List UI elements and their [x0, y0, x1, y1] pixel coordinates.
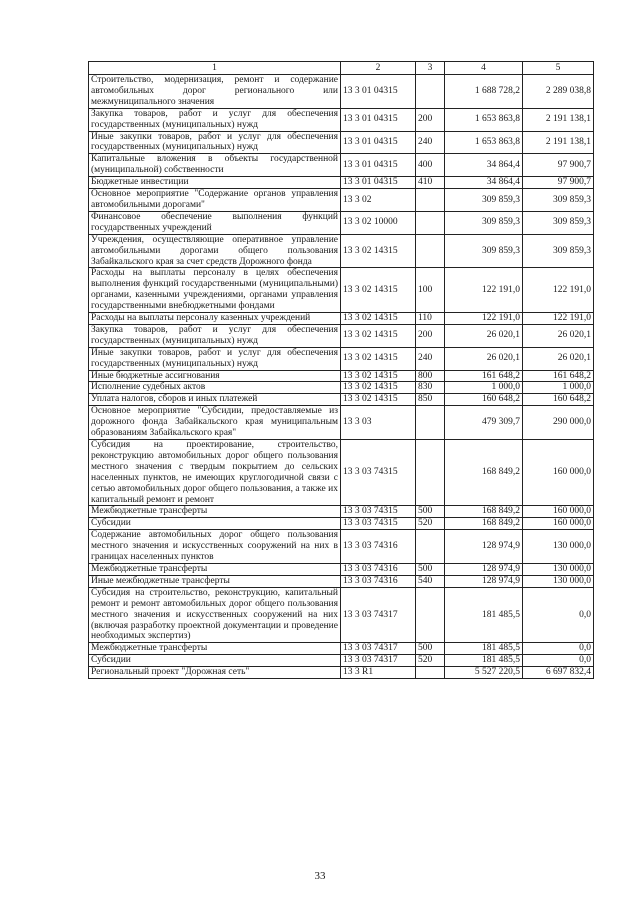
row-name: Основное мероприятие "Субсидии, предоставляемые из дорожного фонда Забайкальского края муниципальным образованиям Забайкальского края" — [89, 406, 341, 440]
expense-type-code — [416, 234, 445, 268]
table-row — [89, 530, 594, 564]
program-code: 13 3 03 74317 — [341, 587, 416, 643]
program-code: 13 3 03 74317 — [341, 643, 416, 655]
amount-year-1: 161 648,2 — [445, 370, 523, 382]
table-row — [89, 382, 594, 394]
row-name: Закупка товаров, работ и услуг для обеспечения государственных (муниципальных) нужд — [89, 108, 341, 131]
expense-type-code: 200 — [416, 108, 445, 131]
table-row — [89, 234, 594, 268]
row-name: Иные бюджетные ассигнования — [89, 370, 341, 382]
table-row — [89, 563, 594, 575]
row-name: Субсидии — [89, 518, 341, 530]
table-row — [89, 324, 594, 347]
expense-type-code: 100 — [416, 268, 445, 313]
row-name: Закупка товаров, работ и услуг для обеспечения государственных (муниципальных) нужд — [89, 324, 341, 347]
budget-table — [88, 61, 594, 679]
expense-type-code: 800 — [416, 370, 445, 382]
row-name: Субсидия на строительство, реконструкцию, капитальный ремонт и ремонт автомобильных дорог общего пользования местного значения и искусственных сооружений на них (включая разработку проектной документации и проведение необходимых экспертиз) — [89, 587, 341, 643]
row-name: Учреждения, осуществляющие оперативное управление автомобильными дорогами общего пользования Забайкальского края за счет средств Дорожного фонда — [89, 234, 341, 268]
amount-year-1: 1 653 863,8 — [445, 108, 523, 131]
amount-year-1: 122 191,0 — [445, 313, 523, 325]
expense-type-code — [416, 667, 445, 679]
program-code: 13 3 01 04315 — [341, 131, 416, 154]
amount-year-2: 2 289 038,8 — [523, 75, 594, 109]
expense-type-code: 240 — [416, 131, 445, 154]
amount-year-2: 0,0 — [523, 643, 594, 655]
program-code: 13 3 02 14315 — [341, 370, 416, 382]
row-name: Финансовое обеспечение выполнения функций государственных учреждений — [89, 211, 341, 234]
program-code: 13 3 03 74315 — [341, 440, 416, 506]
program-code: 13 3 01 04315 — [341, 108, 416, 131]
table-row — [89, 347, 594, 370]
amount-year-2: 130 000,0 — [523, 530, 594, 564]
table-row — [89, 440, 594, 506]
amount-year-1: 1 688 728,2 — [445, 75, 523, 109]
program-code: 13 3 03 74316 — [341, 530, 416, 564]
amount-year-1: 181 485,5 — [445, 643, 523, 655]
program-code: 13 3 02 10000 — [341, 211, 416, 234]
table-row — [89, 189, 594, 212]
amount-year-2: 97 900,7 — [523, 177, 594, 189]
amount-year-2: 0,0 — [523, 587, 594, 643]
row-name: Строительство, модернизация, ремонт и содержание автомобильных дорог регионального или межмуниципального значения — [89, 75, 341, 109]
amount-year-2: 160 000,0 — [523, 518, 594, 530]
amount-year-1: 168 849,2 — [445, 506, 523, 518]
table-row — [89, 131, 594, 154]
expense-type-code — [416, 440, 445, 506]
program-code: 13 3 02 14315 — [341, 324, 416, 347]
row-name: Иные закупки товаров, работ и услуг для обеспечения государственных (муниципальных) нужд — [89, 347, 341, 370]
column-header: 4 — [445, 62, 523, 75]
table-row — [89, 154, 594, 177]
program-code: 13 3 02 14315 — [341, 347, 416, 370]
program-code: 13 3 03 — [341, 406, 416, 440]
expense-type-code: 200 — [416, 324, 445, 347]
amount-year-1: 128 974,9 — [445, 563, 523, 575]
expense-type-code: 240 — [416, 347, 445, 370]
amount-year-1: 34 864,4 — [445, 154, 523, 177]
column-header: 1 — [89, 62, 341, 75]
row-name: Исполнение судебных актов — [89, 382, 341, 394]
program-code: 13 3 02 14315 — [341, 382, 416, 394]
row-name: Бюджетные инвестиции — [89, 177, 341, 189]
amount-year-1: 1 000,0 — [445, 382, 523, 394]
amount-year-1: 479 309,7 — [445, 406, 523, 440]
table-body — [89, 75, 594, 679]
expense-type-code — [416, 530, 445, 564]
page-number: 33 — [314, 870, 326, 882]
amount-year-2: 309 859,3 — [523, 211, 594, 234]
amount-year-1: 309 859,3 — [445, 211, 523, 234]
row-name: Капитальные вложения в объекты государственной (муниципальной) собственности — [89, 154, 341, 177]
expense-type-code: 500 — [416, 506, 445, 518]
row-name: Уплата налогов, сборов и иных платежей — [89, 394, 341, 406]
amount-year-1: 181 485,5 — [445, 655, 523, 667]
row-name: Субсидия на проектирование, строительство, реконструкцию автомобильных дорог общего пользования местного значения с твердым покрытием до сельских населенных пунктов, не имеющих круглогодичной связи с сетью автомобильных дорог общего пользования, а также их капитальный ремонт и ремонт — [89, 440, 341, 506]
table-row — [89, 370, 594, 382]
amount-year-2: 2 191 138,1 — [523, 108, 594, 131]
expense-type-code — [416, 406, 445, 440]
program-code: 13 3 02 14315 — [341, 394, 416, 406]
table-row — [89, 313, 594, 325]
expense-type-code: 500 — [416, 563, 445, 575]
amount-year-2: 97 900,7 — [523, 154, 594, 177]
row-name: Расходы на выплаты персоналу в целях обеспечения выполнения функций государственными (муниципальными) органами, казенными учреждениями, органами управления государственными внебюджетными фондами — [89, 268, 341, 313]
row-name: Основное мероприятие "Содержание органов управления автомобильными дорогами" — [89, 189, 341, 212]
amount-year-1: 128 974,9 — [445, 575, 523, 587]
expense-type-code: 500 — [416, 643, 445, 655]
program-code: 13 3 R1 — [341, 667, 416, 679]
program-code: 13 3 03 74316 — [341, 575, 416, 587]
row-name: Иные межбюджетные трансферты — [89, 575, 341, 587]
program-code: 13 3 03 74315 — [341, 506, 416, 518]
amount-year-2: 290 000,0 — [523, 406, 594, 440]
expense-type-code: 830 — [416, 382, 445, 394]
amount-year-1: 1 653 863,8 — [445, 131, 523, 154]
table-row — [89, 587, 594, 643]
program-code: 13 3 02 — [341, 189, 416, 212]
table-row — [89, 575, 594, 587]
program-code: 13 3 02 14315 — [341, 268, 416, 313]
amount-year-2: 130 000,0 — [523, 575, 594, 587]
program-code: 13 3 03 74315 — [341, 518, 416, 530]
expense-type-code — [416, 587, 445, 643]
program-code: 13 3 03 74316 — [341, 563, 416, 575]
row-name: Межбюджетные трансферты — [89, 643, 341, 655]
table-row — [89, 667, 594, 679]
program-code: 13 3 01 04315 — [341, 154, 416, 177]
row-name: Межбюджетные трансферты — [89, 506, 341, 518]
table-row — [89, 406, 594, 440]
expense-type-code: 410 — [416, 177, 445, 189]
column-header: 3 — [416, 62, 445, 75]
amount-year-2: 122 191,0 — [523, 268, 594, 313]
amount-year-2: 6 697 832,4 — [523, 667, 594, 679]
program-code: 13 3 01 04315 — [341, 75, 416, 109]
amount-year-1: 128 974,9 — [445, 530, 523, 564]
row-name: Содержание автомобильных дорог общего пользования местного значения и искусственных сооружений на них в границах населенных пунктов — [89, 530, 341, 564]
amount-year-2: 130 000,0 — [523, 563, 594, 575]
table-row — [89, 177, 594, 189]
expense-type-code — [416, 189, 445, 212]
table-row — [89, 394, 594, 406]
column-header: 5 — [523, 62, 594, 75]
amount-year-1: 309 859,3 — [445, 189, 523, 212]
row-name: Межбюджетные трансферты — [89, 563, 341, 575]
expense-type-code — [416, 211, 445, 234]
amount-year-2: 160 000,0 — [523, 506, 594, 518]
program-code: 13 3 02 14315 — [341, 234, 416, 268]
expense-type-code: 850 — [416, 394, 445, 406]
expense-type-code — [416, 75, 445, 109]
amount-year-1: 26 020,1 — [445, 347, 523, 370]
program-code: 13 3 03 74317 — [341, 655, 416, 667]
amount-year-1: 168 849,2 — [445, 440, 523, 506]
amount-year-2: 26 020,1 — [523, 324, 594, 347]
amount-year-2: 309 859,3 — [523, 234, 594, 268]
table-row — [89, 506, 594, 518]
program-code: 13 3 01 04315 — [341, 177, 416, 189]
expense-type-code: 540 — [416, 575, 445, 587]
table-row — [89, 655, 594, 667]
table-header-row — [89, 62, 594, 75]
row-name: Региональный проект "Дорожная сеть" — [89, 667, 341, 679]
expense-type-code: 520 — [416, 518, 445, 530]
table-row — [89, 75, 594, 109]
column-header: 2 — [341, 62, 416, 75]
table-row — [89, 268, 594, 313]
amount-year-2: 1 000,0 — [523, 382, 594, 394]
amount-year-2: 309 859,3 — [523, 189, 594, 212]
row-name: Расходы на выплаты персоналу казенных учреждений — [89, 313, 341, 325]
expense-type-code: 520 — [416, 655, 445, 667]
table-row — [89, 211, 594, 234]
amount-year-2: 2 191 138,1 — [523, 131, 594, 154]
amount-year-2: 122 191,0 — [523, 313, 594, 325]
amount-year-2: 160 000,0 — [523, 440, 594, 506]
table-row — [89, 518, 594, 530]
amount-year-1: 309 859,3 — [445, 234, 523, 268]
row-name: Субсидии — [89, 655, 341, 667]
row-name: Иные закупки товаров, работ и услуг для обеспечения государственных (муниципальных) нужд — [89, 131, 341, 154]
amount-year-2: 26 020,1 — [523, 347, 594, 370]
amount-year-1: 160 648,2 — [445, 394, 523, 406]
amount-year-1: 168 849,2 — [445, 518, 523, 530]
program-code: 13 3 02 14315 — [341, 313, 416, 325]
amount-year-1: 34 864,4 — [445, 177, 523, 189]
expense-type-code: 400 — [416, 154, 445, 177]
expense-type-code: 110 — [416, 313, 445, 325]
table-row — [89, 643, 594, 655]
amount-year-1: 122 191,0 — [445, 268, 523, 313]
table-row — [89, 108, 594, 131]
amount-year-1: 181 485,5 — [445, 587, 523, 643]
amount-year-2: 0,0 — [523, 655, 594, 667]
amount-year-1: 5 527 220,5 — [445, 667, 523, 679]
amount-year-2: 161 648,2 — [523, 370, 594, 382]
amount-year-2: 160 648,2 — [523, 394, 594, 406]
amount-year-1: 26 020,1 — [445, 324, 523, 347]
